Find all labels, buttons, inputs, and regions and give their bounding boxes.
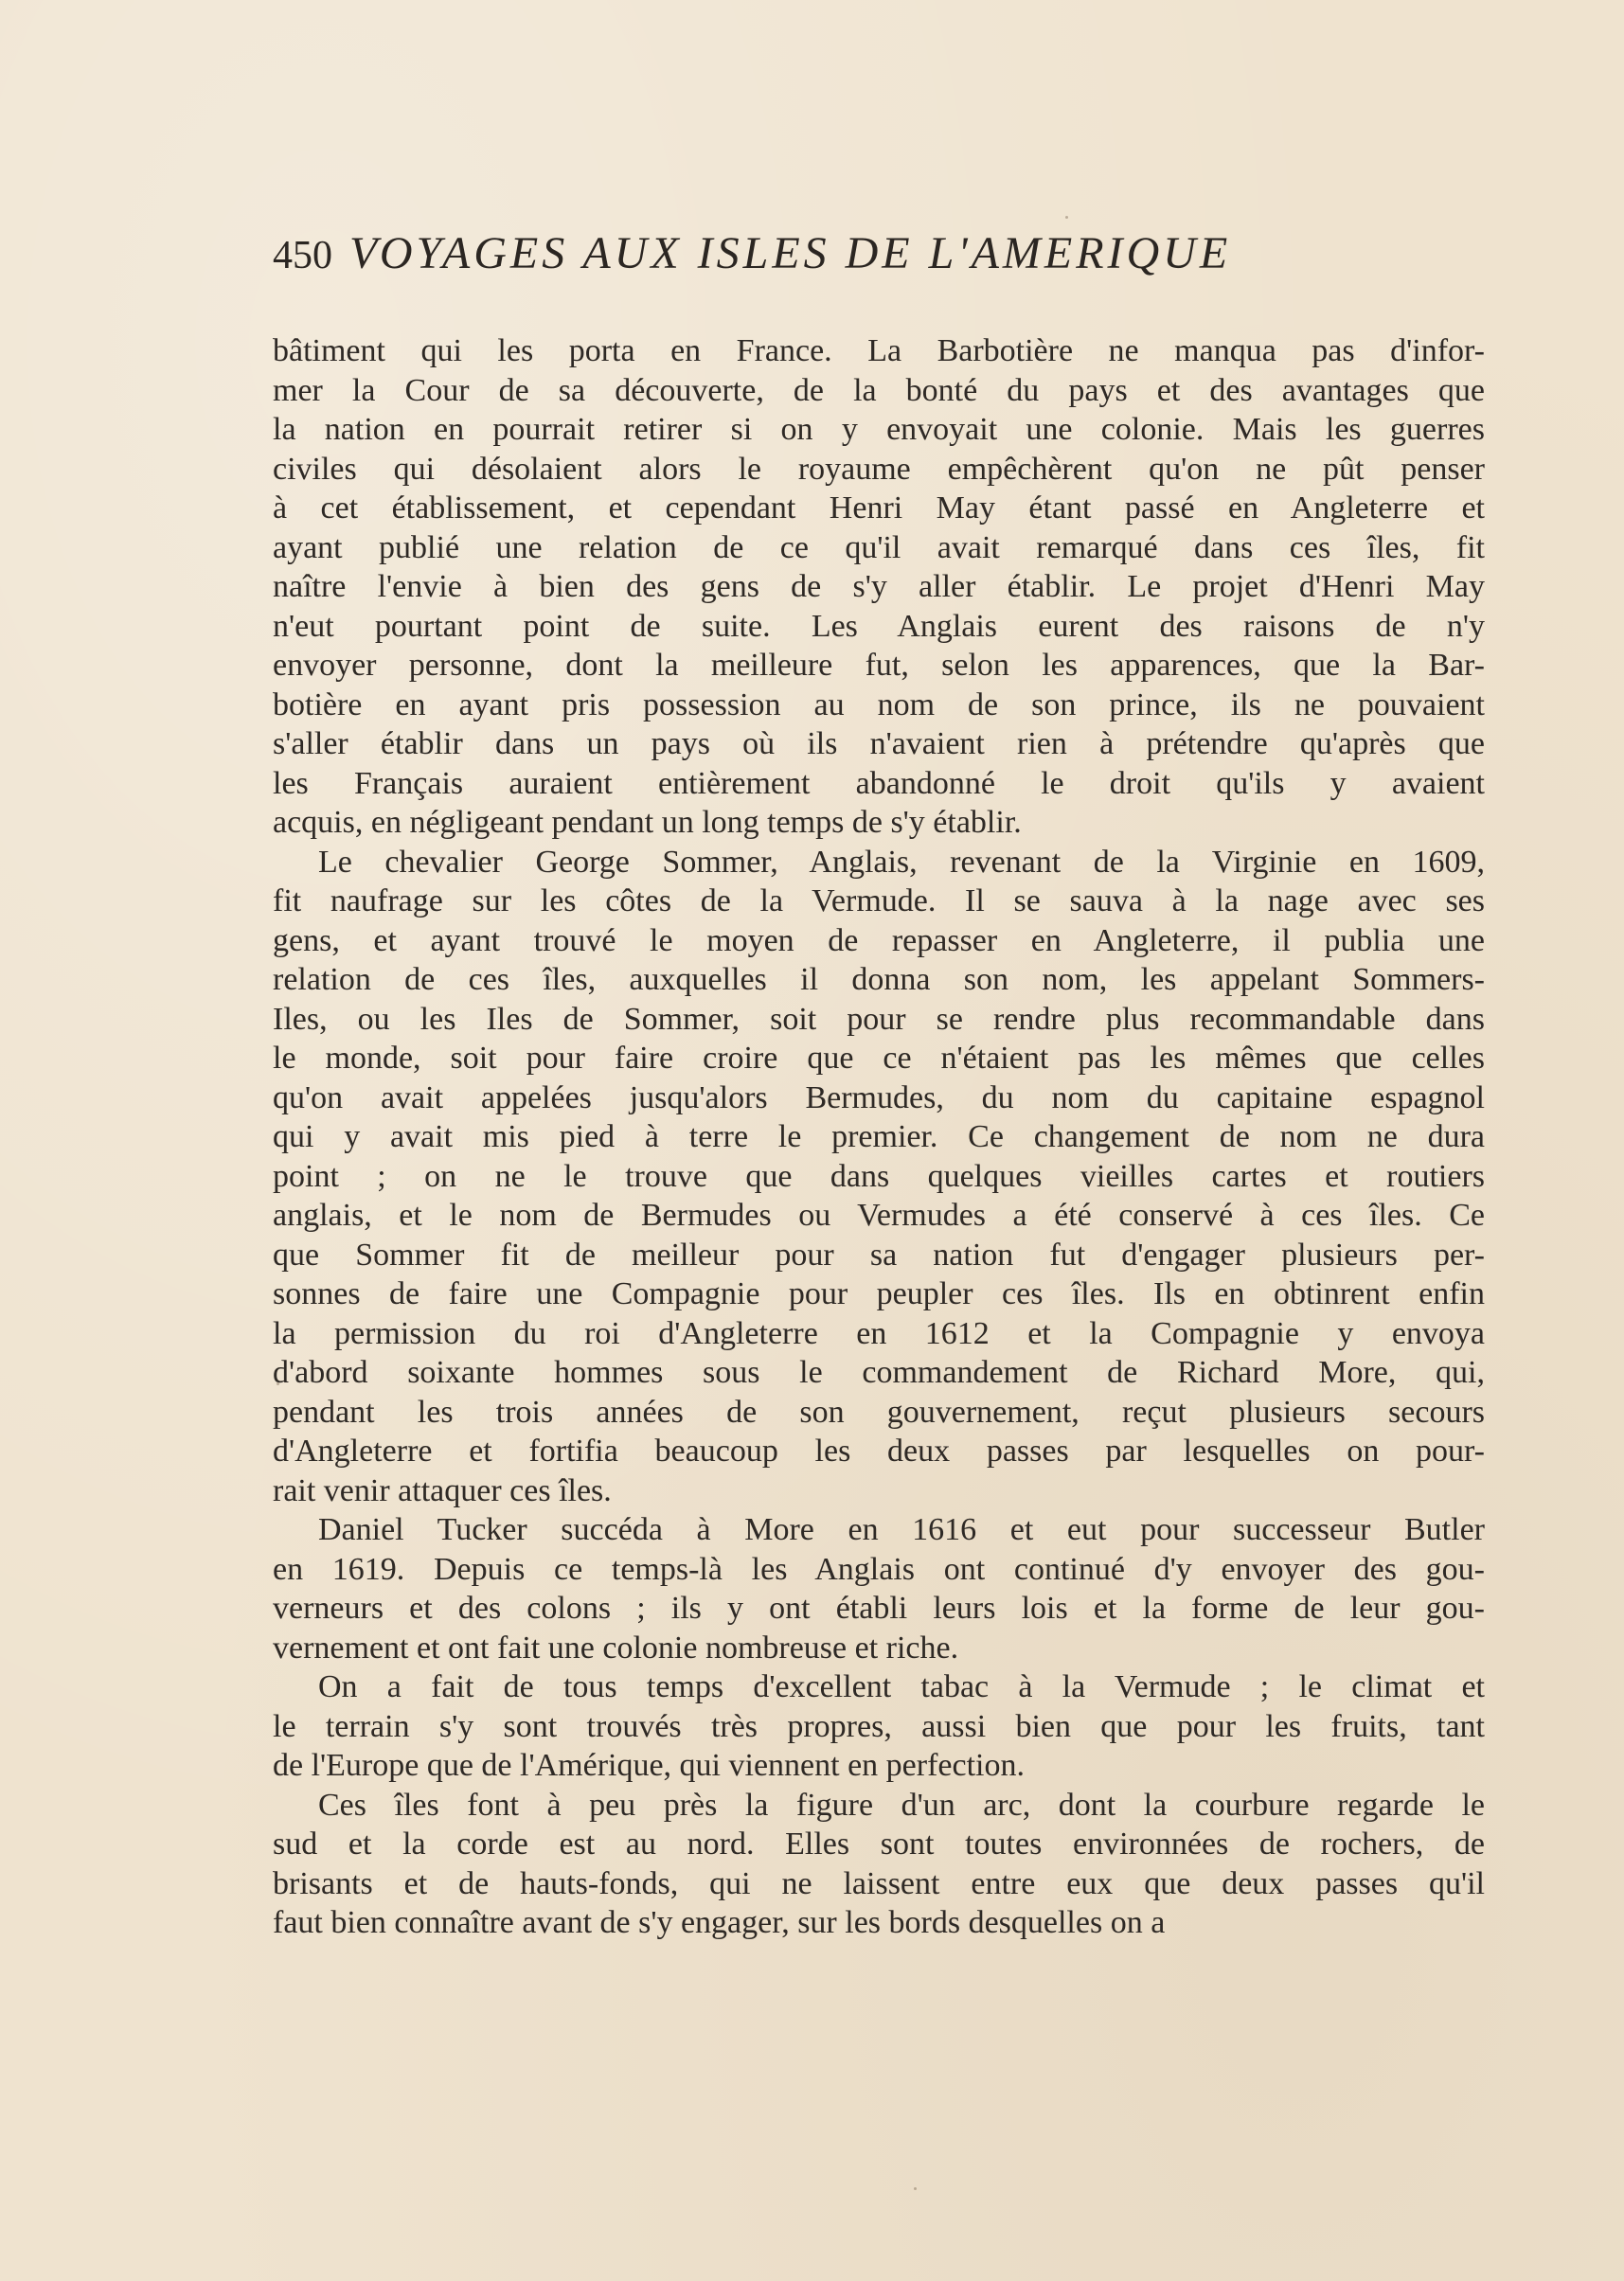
running-head [273,227,1485,303]
text-line: qu'on avait appelées jusqu'alors Bermudes, du nom du capitaine espagnol [273,1079,1485,1115]
text-line: ayant publié une relation de ce qu'il avait remarqué dans ces îles, fit [273,529,1485,565]
text-line: de l'Europe que de l'Amérique, qui viennent en perfection. [273,1748,1025,1783]
text-line: mer la Cour de sa découverte, de la bonté du pays et des avantages que [273,372,1485,408]
running-title: VOYAGES AUX ISLES DE L'AMERIQUE [349,228,1232,278]
text-line: relation de ces îles, auxquelles il donna son nom, les appelant Sommers- [273,962,1485,997]
paper-speck [1065,216,1068,219]
text-line: Iles, ou les Iles de Sommer, soit pour se rendre plus recommandable dans [273,1001,1485,1037]
text-line: rait venir attaquer ces îles. [273,1472,612,1508]
text-line: s'aller établir dans un pays où ils n'avaient rien à prétendre qu'après que [273,726,1485,761]
paragraph [273,1667,1485,1786]
text-line: fit naufrage sur les côtes de la Vermude. Il se sauva à la nage avec ses [273,883,1485,918]
text-line: le terrain s'y sont trouvés très propres, aussi bien que pour les fruits, tant [273,1708,1485,1744]
text-line: Le chevalier George Sommer, Anglais, revenant de la Virginie en 1609, [318,844,1485,880]
book-page [273,227,1485,1988]
paper-speck [914,2187,917,2190]
text-line: le monde, soit pour faire croire que ce n'étaient pas les mêmes que celles [273,1041,1485,1076]
paragraph [273,1786,1485,1943]
text-line: verneurs et des colons ; ils y ont établi leurs lois et la forme de leur gou- [273,1591,1485,1626]
text-line: vernement et ont fait une colonie nombreuse et riche. [273,1630,959,1666]
text-line: la nation en pourrait retirer si on y envoyait une colonie. Mais les guerres [273,412,1485,447]
text-line: sud et la corde est au nord. Elles sont toutes environnées de rochers, de [273,1827,1485,1862]
text-line: n'eut pourtant point de suite. Les Anglais eurent des raisons de n'y [273,608,1485,644]
text-line: naître l'envie à bien des gens de s'y aller établir. Le projet d'Henri May [273,569,1485,604]
text-line: les Français auraient entièrement abandonné le droit qu'ils y avaient [273,765,1485,801]
text-line: Ces îles font à peu près la figure d'un arc, dont la courbure regarde le [318,1787,1485,1823]
text-line: à cet établissement, et cependant Henri May étant passé en Angleterre et [273,490,1485,526]
text-line: d'abord soixante hommes sous le commandement de Richard More, qui, [273,1355,1485,1390]
text-line: en 1619. Depuis ce temps-là les Anglais ont continué d'y envoyer des gou- [273,1551,1485,1587]
text-line: anglais, et le nom de Bermudes ou Vermudes a été conservé à ces îles. Ce [273,1198,1485,1233]
text-line: point ; on ne le trouve que dans quelques vieilles cartes et routiers [273,1158,1485,1194]
text-line: faut bien connaître avant de s'y engager, sur les bords desquelles on a [273,1905,1166,1940]
text-line: gens, et ayant trouvé le moyen de repasser en Angleterre, il publia une [273,922,1485,958]
text-line: qui y avait mis pied à terre le premier. Ce changement de nom ne dura [273,1119,1485,1154]
paper-speck [277,1382,279,1385]
text-line: On a fait de tous temps d'excellent tabac à la Vermude ; le climat et [318,1669,1485,1704]
text-line: que Sommer fit de meilleur pour sa nation fut d'engager plusieurs per- [273,1237,1485,1273]
text-line: pendant les trois années de son gouvernement, reçut plusieurs secours [273,1394,1485,1430]
text-line: la permission du roi d'Angleterre en 1612 et la Compagnie y envoya [273,1315,1485,1351]
text-line: botière en ayant pris possession au nom de son prince, ils ne pouvaient [273,686,1485,722]
text-line: Daniel Tucker succéda à More en 1616 et eut pour successeur Butler [318,1512,1485,1547]
text-line: sonnes de faire une Compagnie pour peupler ces îles. Ils en obtinrent enfin [273,1276,1485,1311]
text-line: envoyer personne, dont la meilleure fut, selon les apparences, que la Bar- [273,648,1485,683]
text-line: bâtiment qui les porta en France. La Barbotière ne manqua pas d'infor- [273,333,1485,368]
paragraph [273,1510,1485,1667]
paragraph [273,843,1485,1511]
paragraph [273,331,1485,843]
text-line: civiles qui désolaient alors le royaume empêchèrent qu'on ne pût penser [273,451,1485,487]
text-line: acquis, en négligeant pendant un long temps de s'y établir. [273,805,1022,840]
body-text [273,331,1485,1943]
text-line: d'Angleterre et fortifia beaucoup les deux passes par lesquelles on pour- [273,1434,1485,1469]
page-number: 450 [273,234,332,277]
text-line: brisants et de hauts-fonds, qui ne laissent entre eux que deux passes qu'il [273,1865,1485,1901]
